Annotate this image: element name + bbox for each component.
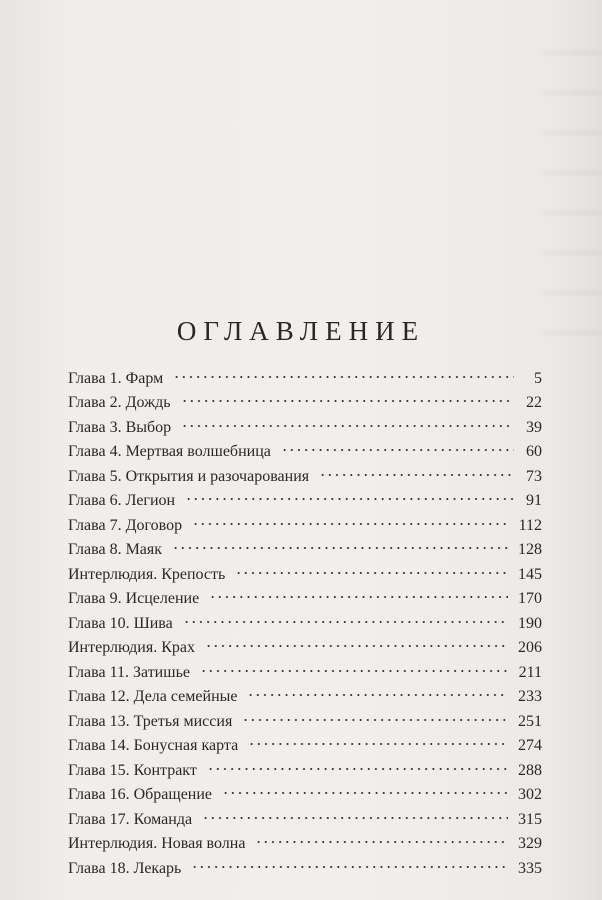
toc-entry-title: Глава 10. Шива: [68, 614, 173, 632]
toc-entry-title: Глава 11. Затишье: [68, 663, 190, 681]
dot-leader: [251, 824, 512, 849]
toc-entry-title: Глава 9. Исцеление: [68, 590, 200, 607]
dot-leader: [187, 848, 512, 873]
toc-entry-title: Глава 15. Контракт: [68, 761, 197, 779]
dot-leader: [168, 530, 512, 555]
toc-entry-page: 211: [518, 663, 542, 681]
toc-entry-title: Глава 5. Открытия и разочарования: [68, 467, 310, 485]
dot-leader: [177, 383, 518, 408]
toc-entry-page: 91: [526, 492, 542, 509]
toc-entry-title: Интерлюдия. Крепость: [68, 565, 226, 583]
dot-leader: [243, 677, 512, 702]
toc-entry-title: Глава 7. Договор: [68, 516, 183, 534]
toc-entry-page: 170: [518, 590, 542, 607]
toc-entry-title: Глава 14. Бонусная карта: [68, 737, 239, 754]
dot-leader: [231, 554, 512, 579]
dot-leader: [196, 652, 513, 677]
toc-entry-title: Глава 16. Обращение: [68, 786, 213, 803]
dot-leader: [169, 358, 518, 383]
dot-leader: [315, 456, 518, 481]
dot-leader: [177, 407, 518, 432]
dot-leader: [181, 481, 518, 506]
toc-entry-title: Глава 1. Фарм: [68, 369, 164, 387]
dot-leader: [203, 750, 512, 775]
toc-entry-page: 190: [518, 614, 542, 632]
toc-entry-title: Глава 3. Выбор: [68, 418, 172, 436]
dot-leader: [205, 579, 512, 604]
toc-entry-page: 251: [518, 712, 542, 730]
toc-entry-title: Глава 18. Лекарь: [68, 859, 182, 877]
toc-entry-page: 5: [534, 369, 542, 387]
toc-entry-page: 335: [518, 859, 542, 877]
toc-entry-title: Интерлюдия. Крах: [68, 639, 195, 656]
dot-leader: [201, 628, 512, 653]
toc-entry-page: 315: [518, 810, 542, 828]
toc-entry-page: 73: [526, 467, 542, 485]
dot-leader: [238, 701, 512, 726]
toc-entry-title: Глава 13. Третья миссия: [68, 712, 233, 730]
dot-leader: [188, 505, 512, 530]
dot-leader: [218, 775, 512, 800]
toc-entry-page: 302: [518, 786, 542, 803]
table-of-contents: [68, 358, 542, 877]
toc-entry-title: Глава 6. Легион: [68, 492, 176, 509]
toc-entry-page: 288: [518, 761, 542, 779]
toc-entry-title: Глава 2. Дождь: [68, 394, 171, 411]
dot-leader: [277, 432, 518, 457]
toc-heading: ОГЛАВЛЕНИЕ: [176, 316, 426, 346]
toc-entry-page: 329: [518, 835, 542, 852]
toc-entry-title: Интерлюдия. Новая волна: [68, 835, 246, 852]
toc-entry-page: 233: [518, 688, 542, 705]
toc-entry-page: 274: [518, 737, 542, 754]
toc-entry-title: Глава 12. Дела семейные: [68, 688, 238, 705]
toc-entry-page: 22: [526, 394, 542, 411]
toc-entry-page: 145: [518, 565, 542, 583]
toc-entry-page: 112: [518, 516, 542, 534]
toc-entry-page: 60: [526, 443, 542, 460]
toc-entry-page: 39: [526, 418, 542, 436]
toc-entry-title: Глава 4. Мертвая волшебница: [68, 443, 271, 460]
toc-entry-title: Глава 17. Команда: [68, 810, 193, 828]
toc-entry: [68, 358, 542, 387]
dot-leader: [244, 726, 512, 751]
toc-entry-page: 128: [518, 541, 542, 558]
dot-leader: [179, 603, 512, 628]
dot-leader: [198, 799, 512, 824]
toc-entry-title: Глава 8. Маяк: [68, 541, 163, 558]
toc-entry-page: 206: [518, 639, 542, 656]
